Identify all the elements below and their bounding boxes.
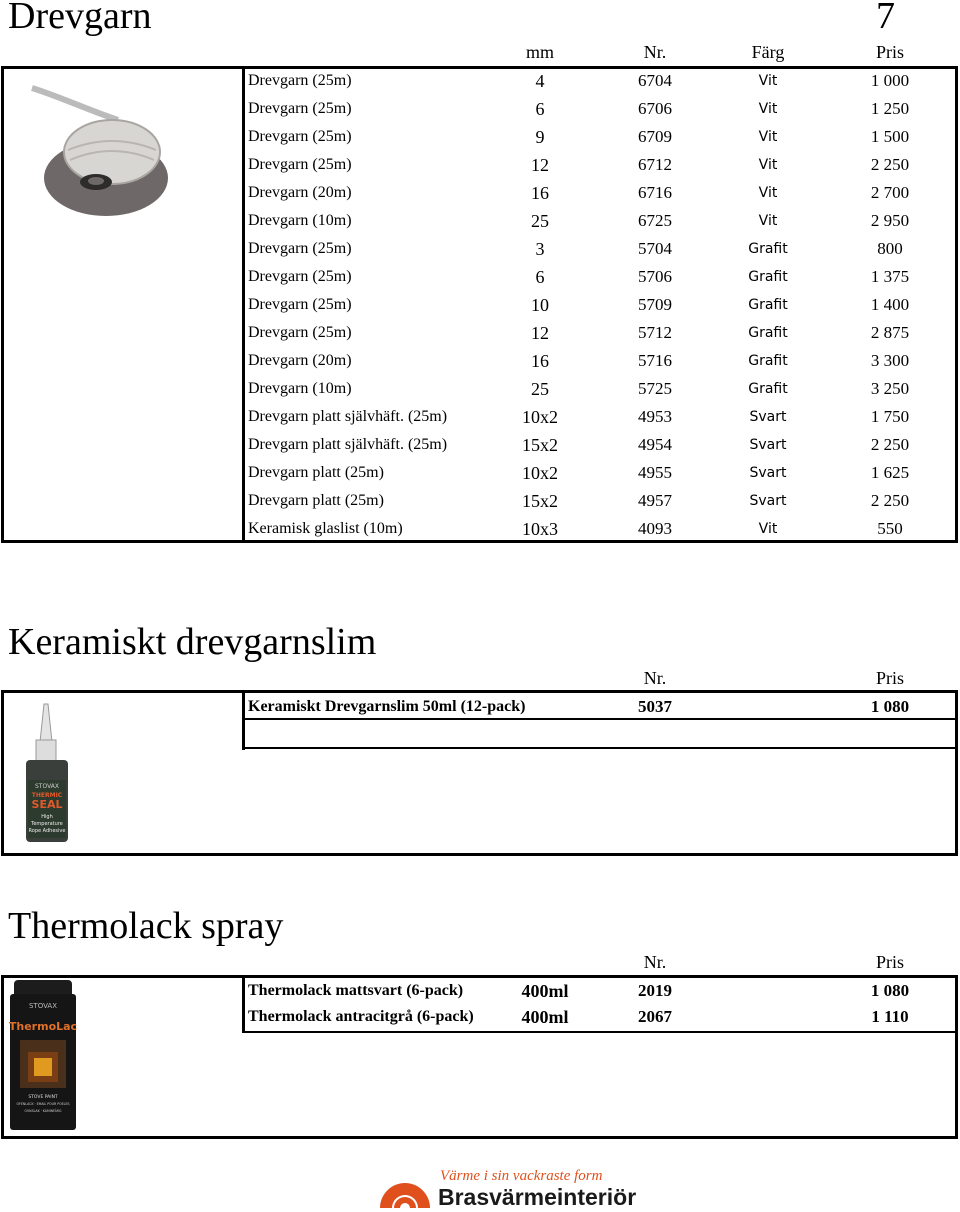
product-price: 1 750 xyxy=(870,407,910,426)
product-dimension: 25 xyxy=(531,211,549,231)
product-price: 2 950 xyxy=(870,211,910,230)
product-price: 3 250 xyxy=(870,379,910,398)
product-color: Svart xyxy=(749,465,787,481)
spray-label-line1: STOVE PAINT xyxy=(28,1095,58,1100)
product-price: 1 625 xyxy=(870,463,910,482)
table-drevgarnslim-body xyxy=(0,693,960,720)
table-row xyxy=(0,693,960,720)
product-number: 5706 xyxy=(638,267,672,286)
product-name: Drevgarn platt självhäft. (25m) xyxy=(248,436,448,453)
header-pris-3: Pris xyxy=(875,952,904,972)
product-name: Drevgarn (20m) xyxy=(248,184,352,201)
table-row xyxy=(0,263,960,291)
product-color: Vit xyxy=(758,101,778,117)
product-name: Drevgarn (10m) xyxy=(248,380,352,397)
product-number: 6725 xyxy=(638,211,672,230)
section-title-drevgarn: Drevgarn xyxy=(8,0,152,37)
table-drevgarn-body xyxy=(0,67,960,543)
product-dimension: 9 xyxy=(535,127,545,147)
product-color: Vit xyxy=(758,213,778,229)
header-farg: Färg xyxy=(751,42,785,62)
product-dimension: 25 xyxy=(531,379,549,399)
product-color: Vit xyxy=(758,129,778,145)
adhesive-label-line1: THERMIC xyxy=(31,792,63,799)
product-dimension: 10 xyxy=(531,295,549,315)
product-dimension: 12 xyxy=(531,323,549,343)
header-nr-2: Nr. xyxy=(643,668,667,688)
header-mm: mm xyxy=(525,42,554,62)
product-name: Keramisk glaslist (10m) xyxy=(248,520,403,537)
product-number: 6712 xyxy=(638,155,672,174)
header-pris: Pris xyxy=(875,42,904,62)
product-dimension: 6 xyxy=(535,99,545,119)
product-number: 4093 xyxy=(638,519,672,538)
product-name: Drevgarn (25m) xyxy=(248,100,352,117)
adhesive-label-brand: STOVAX xyxy=(34,783,60,790)
product-price: 1 375 xyxy=(870,267,910,286)
product-color: Svart xyxy=(749,437,787,453)
product-name: Drevgarn (20m) xyxy=(248,352,352,369)
product-name: Drevgarn (10m) xyxy=(248,212,352,229)
table-row xyxy=(0,67,960,95)
table-row xyxy=(0,347,960,375)
product-price: 1 250 xyxy=(870,99,910,118)
product-color: Grafit xyxy=(748,325,788,341)
product-color: Vit xyxy=(758,73,778,89)
brand-arc-logo-icon xyxy=(376,1170,434,1210)
product-number: 5037 xyxy=(638,697,672,716)
product-name: Drevgarn platt (25m) xyxy=(248,464,384,481)
product-volume: 400ml xyxy=(521,1007,569,1027)
product-price: 1 110 xyxy=(871,1007,909,1026)
product-name: Keramiskt Drevgarnslim 50ml (12-pack) xyxy=(248,698,526,715)
table-row xyxy=(0,459,960,487)
product-color: Grafit xyxy=(748,269,788,285)
product-color: Vit xyxy=(758,521,778,537)
adhesive-label-line4: Temperature xyxy=(31,821,63,827)
product-color: Svart xyxy=(749,493,787,509)
header-nr-3: Nr. xyxy=(643,952,667,972)
page-number: 7 xyxy=(876,0,895,37)
product-dimension: 12 xyxy=(531,155,549,175)
product-number: 6709 xyxy=(638,127,672,146)
product-name: Drevgarn (25m) xyxy=(248,268,352,285)
header-nr: Nr. xyxy=(643,42,667,62)
product-price: 1 080 xyxy=(870,981,910,1000)
table-row xyxy=(0,319,960,347)
product-number: 6706 xyxy=(638,99,672,118)
table-row xyxy=(0,375,960,403)
header-pris-2: Pris xyxy=(875,668,904,688)
table-row xyxy=(0,123,960,151)
product-name: Thermolack mattsvart (6-pack) xyxy=(248,982,464,999)
product-volume: 400ml xyxy=(521,981,569,1001)
product-number: 4954 xyxy=(638,435,672,454)
product-price: 2 875 xyxy=(870,323,910,342)
product-color: Vit xyxy=(758,185,778,201)
product-number: 4957 xyxy=(638,491,672,510)
table-row xyxy=(0,515,960,543)
product-name: Drevgarn (25m) xyxy=(248,240,352,257)
section-title-thermolack: Thermolack spray xyxy=(8,905,284,947)
spray-label-line3: OVNSLAK · KAMINFÄRG xyxy=(24,1109,62,1113)
product-name: Drevgarn (25m) xyxy=(248,128,352,145)
table-row xyxy=(0,95,960,123)
table-row xyxy=(0,235,960,263)
table-row xyxy=(0,207,960,235)
product-dimension: 10x3 xyxy=(522,519,558,539)
adhesive-label-line3: High xyxy=(41,814,53,820)
product-name: Drevgarn platt (25m) xyxy=(248,492,384,509)
product-name: Drevgarn (25m) xyxy=(248,156,352,173)
table-row xyxy=(0,487,960,515)
table-row xyxy=(0,431,960,459)
product-dimension: 16 xyxy=(531,183,549,203)
table-row xyxy=(0,978,960,1004)
product-name: Drevgarn (25m) xyxy=(248,324,352,341)
footer-brand: Brasvärmeinteriör xyxy=(438,1184,637,1210)
product-number: 5704 xyxy=(638,239,672,258)
product-number: 6716 xyxy=(638,183,672,202)
product-color: Vit xyxy=(758,157,778,173)
product-price: 3 300 xyxy=(870,351,910,370)
spray-label-line2: OFENLACK · EMAIL POUR POELES xyxy=(16,1102,70,1106)
product-color: Grafit xyxy=(748,381,788,397)
product-number: 5712 xyxy=(638,323,672,342)
adhesive-label-line5: Rope Adhesive xyxy=(28,828,66,834)
table-row xyxy=(0,151,960,179)
product-dimension: 6 xyxy=(535,267,545,287)
product-price: 1 400 xyxy=(870,295,910,314)
product-name: Thermolack antracitgrå (6-pack) xyxy=(248,1008,474,1025)
product-dimension: 10x2 xyxy=(522,463,558,483)
product-number: 5725 xyxy=(638,379,672,398)
adhesive-bottle-image xyxy=(22,702,74,842)
product-price: 2 250 xyxy=(870,491,910,510)
product-color: Grafit xyxy=(748,353,788,369)
product-price: 800 xyxy=(877,239,903,258)
product-price: 550 xyxy=(877,519,903,538)
product-color: Svart xyxy=(749,409,787,425)
product-number: 2019 xyxy=(638,981,672,1000)
product-dimension: 16 xyxy=(531,351,549,371)
section-title-drevgarnslim: Keramiskt drevgarnslim xyxy=(8,621,377,663)
product-number: 5716 xyxy=(638,351,672,370)
product-price: 2 250 xyxy=(870,435,910,454)
product-dimension: 15x2 xyxy=(522,435,558,455)
product-dimension: 10x2 xyxy=(522,407,558,427)
product-dimension: 15x2 xyxy=(522,491,558,511)
product-color: Grafit xyxy=(748,297,788,313)
spray-label-name: ThermoLac xyxy=(8,1020,78,1033)
product-price: 1 500 xyxy=(870,127,910,146)
product-price: 1 080 xyxy=(870,697,910,716)
table-thermolack-body xyxy=(0,978,960,1032)
product-number: 4953 xyxy=(638,407,672,426)
product-price: 1 000 xyxy=(870,71,910,90)
footer-tagline: Värme i sin vackraste form xyxy=(440,1168,603,1184)
adhesive-label-line2: SEAL xyxy=(31,798,63,811)
product-dimension: 3 xyxy=(535,239,545,259)
table-row xyxy=(0,1004,960,1030)
product-number: 6704 xyxy=(638,71,672,90)
table-row xyxy=(0,291,960,319)
product-number: 5709 xyxy=(638,295,672,314)
table-drevgarnslim-rowline-2 xyxy=(242,747,958,749)
product-dimension: 4 xyxy=(535,71,545,91)
table-row xyxy=(0,179,960,207)
spray-label-brand: STOVAX xyxy=(28,1002,58,1010)
product-number: 4955 xyxy=(638,463,672,482)
product-price: 2 250 xyxy=(870,155,910,174)
product-number: 2067 xyxy=(638,1007,672,1026)
product-name: Drevgarn (25m) xyxy=(248,296,352,313)
product-price: 2 700 xyxy=(870,183,910,202)
product-name: Drevgarn (25m) xyxy=(248,72,352,89)
product-color: Grafit xyxy=(748,241,788,257)
table-row xyxy=(0,403,960,431)
product-name: Drevgarn platt självhäft. (25m) xyxy=(248,408,448,425)
